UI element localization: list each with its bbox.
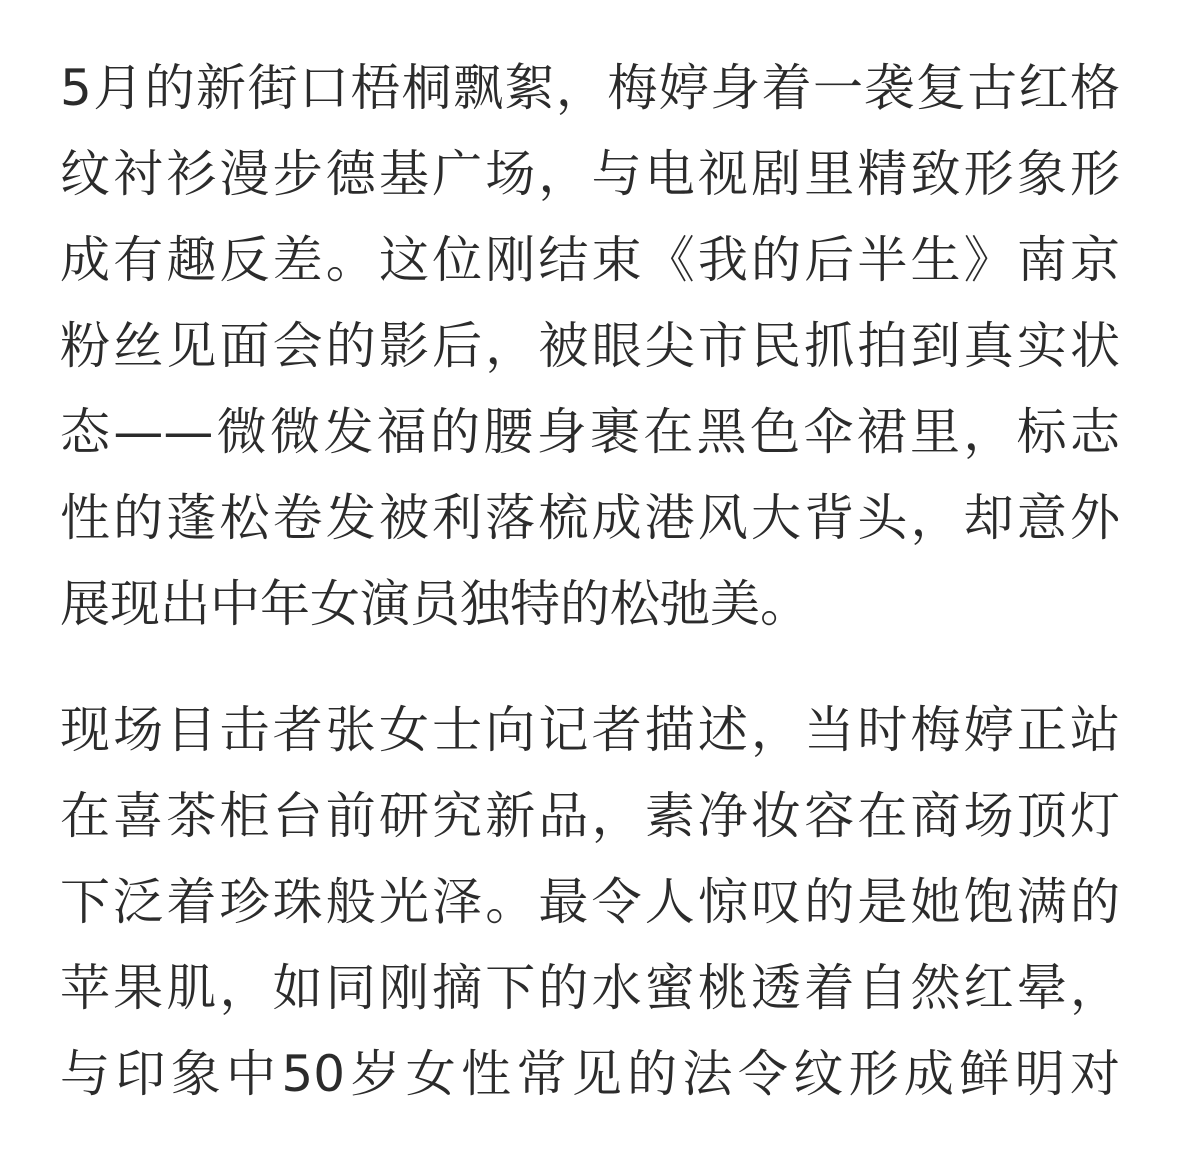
- text-line: 态——微微发福的腰身裹在黑色伞裙里，标志: [60, 403, 1120, 461]
- text-line: 下泛着珍珠般光泽。最令人惊叹的是她饱满的: [60, 873, 1120, 931]
- paragraph: [60, 45, 1120, 647]
- text-line: 粉丝见面会的影后，被眼尖市民抓拍到真实状: [60, 317, 1120, 375]
- text-line: 成有趣反差。这位刚结束《我的后半生》南京: [60, 231, 1120, 289]
- text-line: 纹衬衫漫步德基广场，与电视剧里精致形象形: [60, 145, 1120, 203]
- text-line: 苹果肌，如同刚摘下的水蜜桃透着自然红晕，: [60, 959, 1120, 1017]
- paragraph: [60, 687, 1120, 1117]
- text-line: 在喜茶柜台前研究新品，素净妆容在商场顶灯: [60, 787, 1120, 845]
- text-line: 性的蓬松卷发被利落梳成港风大背头，却意外: [60, 489, 1120, 547]
- text-line: 与印象中50岁女性常见的法令纹形成鲜明对: [60, 1045, 1120, 1103]
- text-line: 展现出中年女演员独特的松弛美。: [60, 575, 810, 633]
- text-line: 现场目击者张女士向记者描述，当时梅婷正站: [60, 701, 1120, 759]
- text-line: 5月的新街口梧桐飘絮，梅婷身着一袭复古红格: [60, 59, 1120, 117]
